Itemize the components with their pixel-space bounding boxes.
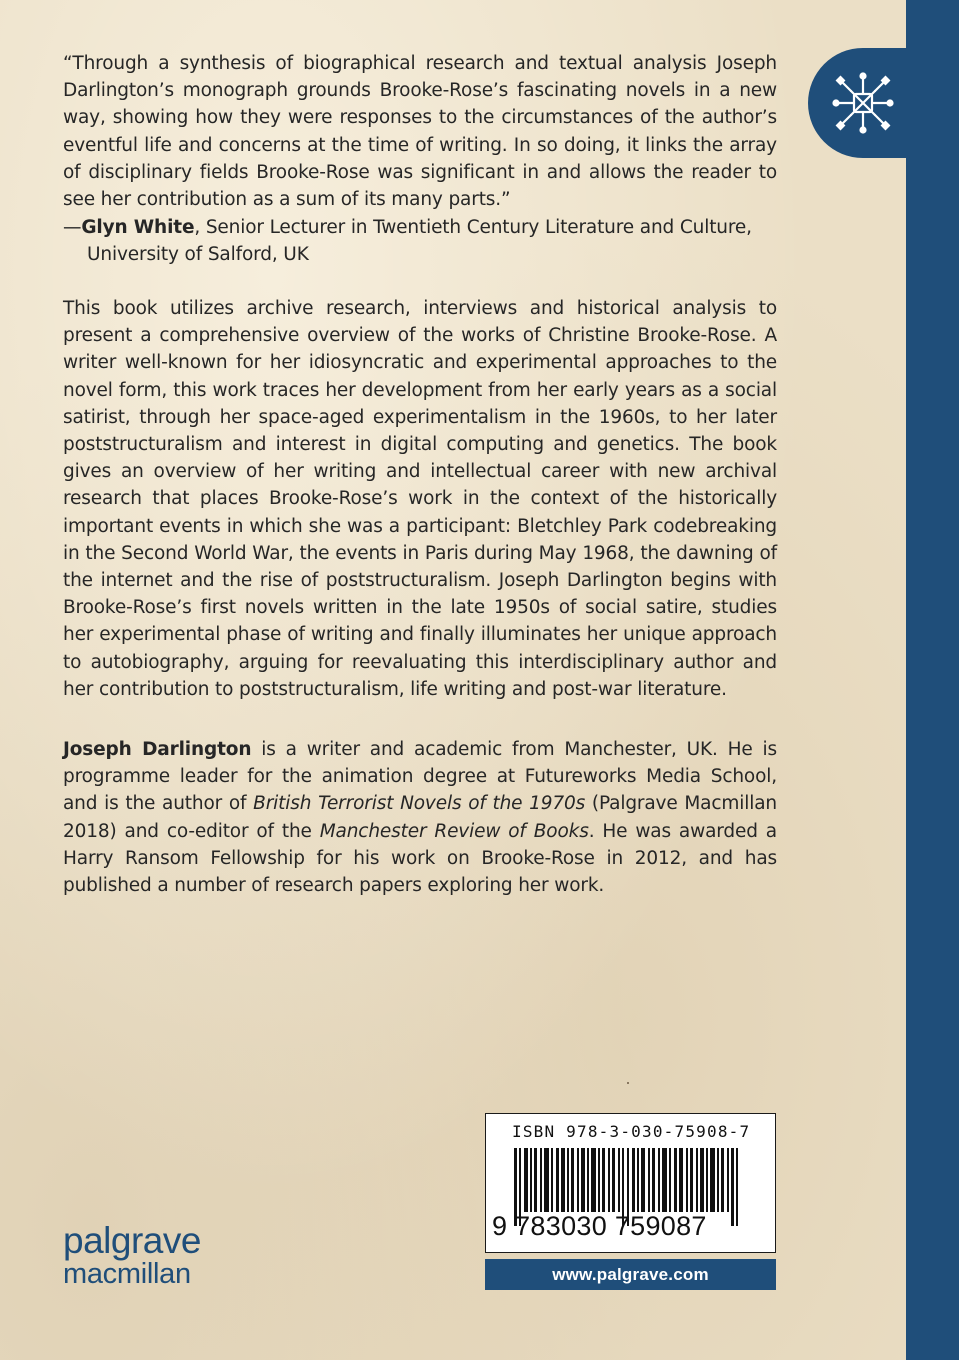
author-bio bbox=[63, 736, 777, 899]
spine-bar bbox=[906, 0, 959, 1360]
bio-book-title-1: British Terrorist Novels of the 1970s bbox=[253, 793, 586, 815]
logo-line-2: macmillan bbox=[63, 1258, 191, 1290]
bio-part-3: . He was awarded a Harry Ransom Fellowship for his work on Brooke-Rose in 2012, and has published a number of research papers exploring her work. bbox=[63, 820, 777, 897]
barcode-digits: 9 783030 759087 bbox=[492, 1211, 707, 1241]
publisher-website[interactable]: www.palgrave.com bbox=[485, 1259, 776, 1290]
author-name: Joseph Darlington bbox=[63, 739, 252, 760]
bio-book-title-2: Manchester Review of Books bbox=[319, 820, 589, 842]
book-description: This book utilizes archive research, interviews and historical analysis to present a comprehensive overview of the works of Christine Brooke-Rose. A writer well-known for her idiosyncratic and experimental approaches to the novel form, this work traces her development from her early years as a social satirist, through her space-aged experimentalism in the 1960s, to her later poststructuralism and interest in digital computing and genetics. The book gives an overview of her writing and intellectual career with new archival research that places Brooke-Rose’s work in the context of the historically important events in which she was a participant: Bletchley Park codebreaking in the Second World War, the events in Paris during May 1968, the dawning of the internet and the rise of poststructuralism. Joseph Darlington begins with Brooke-Rose’s first novels written in the late 1950s of social satire, studies her experimental phase of writing and finally illuminates her unique approach to autobiography, arguing for reevaluating this interdisciplinary author and her contribution to poststructuralism, life writing and post-war literature. bbox=[63, 298, 777, 700]
logo-line-1: palgrave bbox=[63, 1220, 201, 1261]
attribution-affiliation: University of Salford, UK bbox=[87, 244, 309, 266]
palgrave-badge bbox=[808, 48, 918, 158]
isbn-label: ISBN 978-3-030-75908-7 bbox=[512, 1122, 751, 1141]
paper-speck bbox=[627, 1082, 629, 1084]
attribution-name: Glyn White bbox=[81, 217, 195, 238]
palgrave-network-icon bbox=[822, 63, 904, 143]
bio-part-1: is a writer and academic from Manchester, UK. He is programme leader for the animation degree at Futureworks Media School, and is the author of bbox=[63, 739, 777, 815]
palgrave-macmillan-logo bbox=[63, 1222, 201, 1289]
attribution-title: , Senior Lecturer in Twentieth Century Literature and Culture, bbox=[194, 217, 752, 238]
attribution-dash: — bbox=[63, 217, 82, 238]
isbn-barcode-box bbox=[485, 1113, 776, 1253]
bio-part-2: (Palgrave Macmillan 2018) and co-editor of the bbox=[63, 793, 777, 842]
endorsement-attribution bbox=[63, 214, 777, 268]
endorsement-quote: “Through a synthesis of biographical research and textual analysis Joseph Darlington’s monograph grounds Brooke-Rose’s fascinating novels in a new way, showing how they were responses to the circumstances of the author’s eventful life and concerns at the time of writing. In so doing, it links the array of disciplinary fields Brooke-Rose was significant in and allows the reader to see her contribution as a sum of its many parts.” bbox=[63, 53, 777, 211]
